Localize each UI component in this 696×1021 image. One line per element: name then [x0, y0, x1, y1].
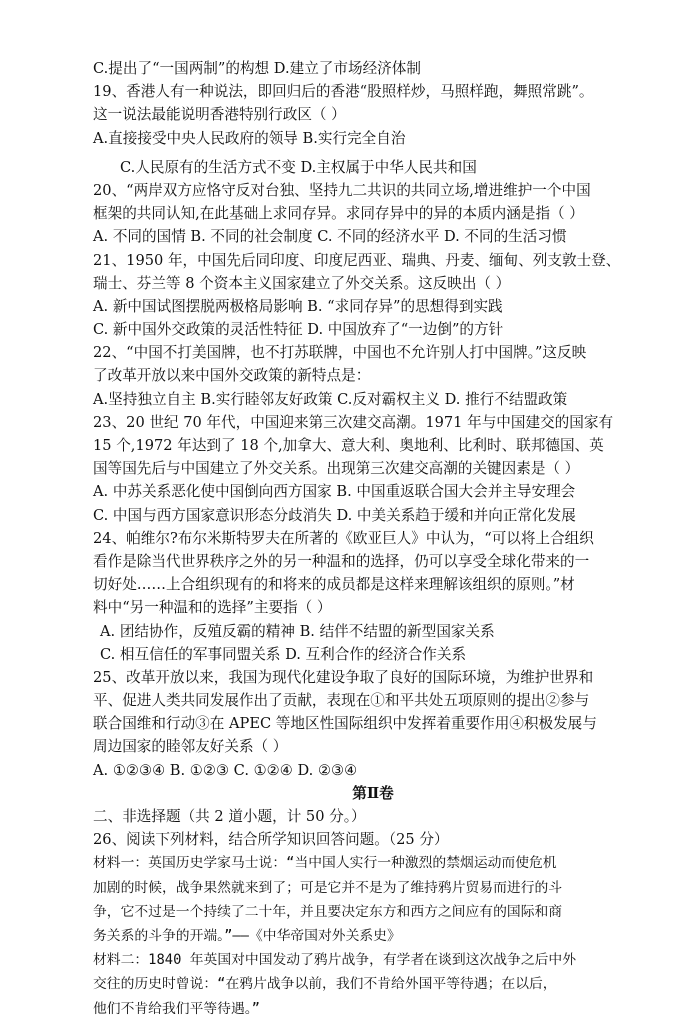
q20-options: A. 不同的国情 B. 不同的社会制度 C. 不同的经济水平 D. 不同的生活习惯: [93, 228, 567, 246]
q20-stem-cont: 框架的共同认知,在此基础上求同存异。求同存异中的异的本质内涵是指（ ）: [93, 205, 584, 223]
q25-stem-cont2: 联合国维和行动③在 APEC 等地区性国际组织中发挥着重要作用④积极发展与: [93, 715, 597, 733]
q24-options-ab: A. 团结协作，反殖反霸的精神 B. 结伴不结盟的新型国家关系: [100, 622, 495, 640]
q24-stem-cont3: 料中“另一种温和的选择”主要指（ ）: [93, 599, 332, 617]
q19-stem: 19、香港人有一种说法，即回归后的香港“股照样炒，马照样跑，舞照常跳”。: [93, 83, 594, 101]
material-2-line: 材料二：1840 年英国对中国发动了鸦片战争，有学者在谈到这次战争之后中外: [93, 952, 577, 969]
q22-stem-cont: 了改革开放以来中国外交政策的新特点是：: [93, 367, 371, 385]
q21-options-ab: A. 新中国试图摆脱两极格局影响 B. “求同存异”的思想得到实践: [93, 297, 503, 315]
q25-options: A. ①②③④ B. ①②③ C. ①②④ D. ②③④: [93, 761, 358, 779]
q22-options: A.坚持独立自主 B.实行睦邻友好政策 C.反对霸权主义 D. 推行不结盟政策: [93, 390, 568, 408]
q24-stem-cont2: 切好处……上合组织现有的和将来的成员都是这样来理解该组织的原则。”材: [93, 576, 575, 594]
q23-options-cd: C. 中国与西方国家意识形态分歧消失 D. 中美关系趋于缓和并向正常化发展: [93, 506, 576, 524]
material-2-line: 交往的历史时曾说：“在鸦片战争以前，我们不肯给外国平等待遇；在以后，: [93, 976, 557, 993]
section-title: 第Ⅱ卷: [352, 784, 394, 802]
material-2-line: 他们不肯给我们平等待遇。”: [93, 1000, 260, 1017]
q24-stem-cont: 看作是除当代世界秩序之外的另一种温和的选择，仍可以享受全球化带来的一: [93, 552, 590, 570]
q21-stem-cont: 瑞士、芬兰等 8 个资本主义国家建立了外交关系。这反映出（ ）: [93, 274, 511, 292]
q19-options-ab: A.直接接受中央人民政府的领导 B.实行完全自治: [93, 129, 406, 147]
q18-options-cd: C.提出了“一国两制”的构想 D.建立了市场经济体制: [93, 60, 421, 77]
q23-options-ab: A. 中苏关系恶化使中国倒向西方国家 B. 中国重返联合国大会并主导安理会: [93, 483, 576, 501]
q19-options-cd: C.人民原有的生活方式不变 D.主权属于中华人民共和国: [120, 158, 477, 176]
q20-stem: 20、“两岸双方应恪守反对台独、坚持九二共识的共同立场,增进维护一个中国: [93, 181, 591, 199]
q24-options-cd: C. 相互信任的军事同盟关系 D. 互利合作的经济合作关系: [100, 645, 467, 663]
material-1-line: 材料一：英国历史学家马士说：“当中国人实行一种激烈的禁烟运动而使危机: [93, 855, 557, 872]
material-1-line: 争，它不过是一个持续了二十年，并且要决定东方和西方之间应有的国际和商: [93, 903, 563, 920]
q25-stem-cont3: 周边国家的睦邻友好关系（ ）: [93, 738, 288, 756]
q25-stem-cont: 平、促进人类共同发展作出了贡献，表现在①和平共处五项原则的提出②参与: [93, 692, 590, 710]
q25-stem: 25、改革开放以来，我国为现代化建设争取了良好的国际环境，为维护世界和: [93, 668, 594, 686]
q21-stem: 21、1950 年，中国先后同印度、印度尼西亚、瑞典、丹麦、缅甸、列支敦士登、: [93, 251, 621, 269]
part2-heading: 二、非选择题（共 2 道小题，计 50 分。）: [93, 808, 366, 825]
q21-options-cd: C. 新中国外交政策的灵活性特征 D. 中国放弃了“一边倒”的方针: [93, 321, 504, 339]
q26-stem: 26、阅读下列材料，结合所学知识回答问题。（25 分）: [93, 831, 449, 849]
q24-stem: 24、帕维尔?布尔米斯特罗夫在所著的《欧亚巨人》中认为，“可以将上合组织: [93, 529, 594, 547]
q23-stem-cont2: 国等国先后与中国建立了外交关系。出现第三次建交高潮的关键因素是（ ）: [93, 460, 580, 478]
q23-stem: 23、20 世纪 70 年代，中国迎来第三次建交高潮。1971 年与中国建交的国家有: [93, 413, 614, 431]
exam-content: [93, 57, 653, 1021]
q23-stem-cont: 15 个,1972 年达到了 18 个,加拿大、意大利、奥地利、比利时、联邦德国、英: [93, 437, 604, 454]
q19-stem-cont: 这一说法最能说明香港特别行政区（ ）: [93, 106, 346, 124]
q22-stem: 22、“中国不打美国牌，也不打苏联牌，中国也不允许别人打中国牌。”这反映: [93, 344, 587, 362]
material-1-line: 加剧的时候，战争果然就来到了；可是它并不是为了维持鸦片贸易而进行的斗: [93, 879, 563, 896]
material-1-line: 务关系的斗争的开端。”——《中华帝国对外关系史》: [93, 927, 401, 944]
